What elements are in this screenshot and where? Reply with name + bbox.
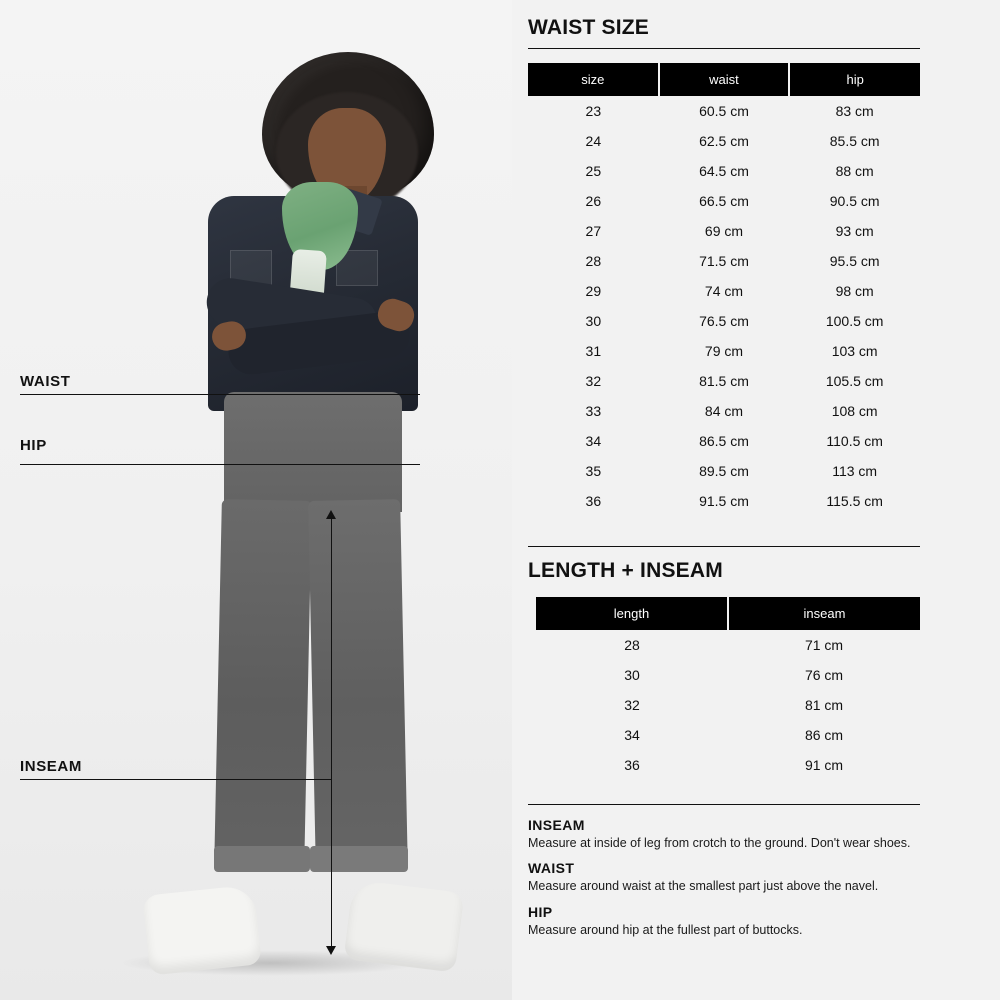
cell-waist: 84 cm — [704, 403, 744, 419]
length-top-rule — [528, 546, 920, 547]
col-header-length: length — [536, 597, 728, 630]
note-text-waist: Measure around waist at the smallest part just above the navel. — [528, 879, 879, 894]
length-inseam-table — [536, 597, 920, 780]
cell-length: 36 — [624, 757, 640, 773]
table-row — [536, 630, 920, 660]
length-table-header-row — [536, 597, 920, 630]
inseam-arrow-bottom — [326, 946, 336, 955]
cell-inseam: 81 cm — [804, 697, 844, 713]
table-row — [528, 126, 920, 156]
inseam-arrow-top — [326, 510, 336, 519]
note-inseam — [528, 817, 968, 851]
callout-line-hip — [20, 464, 420, 465]
cell-size: 24 — [585, 133, 602, 149]
cell-size: 26 — [585, 193, 602, 209]
cell-hip: 110.5 cm — [826, 433, 883, 449]
table-row — [536, 750, 920, 780]
table-row — [528, 366, 920, 396]
cell-hip: 113 cm — [832, 463, 878, 479]
waist-table-body — [528, 96, 920, 516]
col-header-waist: waist — [659, 63, 790, 96]
table-row — [528, 426, 920, 456]
cell-size: 32 — [585, 373, 602, 389]
cell-hip: 83 cm — [835, 103, 874, 119]
table-row — [528, 216, 920, 246]
cell-waist: 69 cm — [704, 223, 744, 239]
figure-jeans-hip — [224, 392, 402, 512]
callout-label-waist: WAIST — [20, 373, 71, 390]
notes-top-rule — [528, 804, 920, 805]
cell-inseam: 86 cm — [804, 727, 844, 743]
cell-length: 32 — [624, 697, 640, 713]
callout-line-waist — [20, 394, 420, 395]
waist-size-table — [528, 63, 920, 516]
figure-sneaker-right — [344, 879, 465, 972]
figure-jeans-leg-left — [214, 499, 312, 871]
cell-length: 34 — [624, 727, 640, 743]
table-row — [528, 276, 920, 306]
cell-size: 25 — [585, 163, 602, 179]
measurement-notes-section — [528, 804, 968, 947]
table-row — [528, 186, 920, 216]
cell-hip: 105.5 cm — [825, 373, 884, 389]
cell-waist: 64.5 cm — [699, 163, 749, 179]
table-row — [536, 690, 920, 720]
table-row — [536, 660, 920, 690]
note-title-inseam: INSEAM — [528, 817, 585, 833]
length-table-head — [536, 597, 920, 630]
col-header-size: size — [528, 63, 659, 96]
cell-inseam: 71 cm — [804, 637, 844, 653]
cell-hip: 93 cm — [835, 223, 874, 239]
cell-hip: 95.5 cm — [829, 253, 880, 269]
note-hip — [528, 904, 968, 938]
cell-size: 30 — [585, 313, 602, 329]
cell-waist: 60.5 cm — [699, 103, 749, 119]
cell-hip: 88 cm — [835, 163, 874, 179]
cell-size: 28 — [585, 253, 602, 269]
table-row — [528, 96, 920, 126]
cell-size: 34 — [585, 433, 602, 449]
inseam-measure-line — [331, 518, 332, 948]
figure-jeans-cuff-right — [310, 846, 408, 872]
figure-sneaker-left — [142, 884, 262, 975]
note-text-inseam: Measure at inside of leg from crotch to the ground. Don't wear shoes. — [528, 836, 911, 850]
col-header-hip: hip — [789, 63, 920, 96]
waist-title-rule — [528, 48, 920, 49]
cell-size: 35 — [585, 463, 602, 479]
cell-waist: 66.5 cm — [699, 193, 749, 209]
length-inseam-title: LENGTH + INSEAM — [528, 559, 723, 582]
cell-waist: 91.5 cm — [699, 493, 749, 509]
cell-waist: 81.5 cm — [699, 373, 749, 389]
note-title-hip: HIP — [528, 903, 553, 920]
cell-length: 28 — [624, 637, 640, 653]
callout-label-hip: HIP — [20, 437, 47, 454]
callout-line-inseam — [20, 779, 332, 780]
cell-size: 31 — [585, 343, 602, 359]
cell-length: 30 — [624, 667, 640, 683]
table-row — [528, 396, 920, 426]
table-row — [528, 336, 920, 366]
length-inseam-section — [528, 546, 920, 780]
cell-waist: 74 cm — [704, 283, 744, 299]
size-tables-panel — [512, 0, 1000, 1000]
cell-hip: 100.5 cm — [825, 313, 884, 329]
note-title-waist: WAIST — [528, 860, 575, 877]
waist-table-head — [528, 63, 920, 96]
cell-waist: 79 cm — [704, 343, 744, 359]
table-row — [536, 720, 920, 750]
waist-size-section — [528, 16, 920, 516]
table-row — [528, 246, 920, 276]
col-header-inseam: inseam — [728, 597, 920, 630]
figure-jeans-cuff-left — [214, 846, 310, 872]
table-row — [528, 486, 920, 516]
cell-size: 27 — [585, 223, 602, 239]
cell-inseam: 91 cm — [804, 757, 844, 773]
note-waist — [528, 860, 968, 894]
cell-waist: 89.5 cm — [699, 463, 749, 479]
table-row — [528, 156, 920, 186]
waist-size-title: WAIST SIZE — [528, 16, 650, 39]
table-row — [528, 456, 920, 486]
cell-waist: 76.5 cm — [699, 313, 749, 329]
cell-hip: 115.5 cm — [826, 493, 883, 509]
cell-hip: 85.5 cm — [829, 133, 880, 149]
cell-inseam: 76 cm — [804, 667, 844, 683]
cell-size: 29 — [585, 283, 602, 299]
cell-size: 33 — [585, 403, 602, 419]
cell-hip: 98 cm — [835, 283, 874, 299]
cell-size: 36 — [585, 493, 602, 509]
figure-jeans-leg-right — [308, 499, 408, 871]
callout-label-inseam: INSEAM — [20, 758, 82, 775]
waist-table-header-row — [528, 63, 920, 96]
cell-hip: 90.5 cm — [829, 193, 880, 209]
note-text-hip: Measure around hip at the fullest part of buttocks. — [528, 922, 803, 937]
cell-waist: 71.5 cm — [699, 253, 749, 269]
cell-waist: 86.5 cm — [699, 433, 749, 449]
cell-hip: 103 cm — [831, 343, 878, 359]
table-row — [528, 306, 920, 336]
cell-waist: 62.5 cm — [699, 133, 749, 149]
length-table-body — [536, 630, 920, 780]
cell-hip: 108 cm — [831, 403, 878, 419]
cell-size: 23 — [585, 103, 602, 119]
